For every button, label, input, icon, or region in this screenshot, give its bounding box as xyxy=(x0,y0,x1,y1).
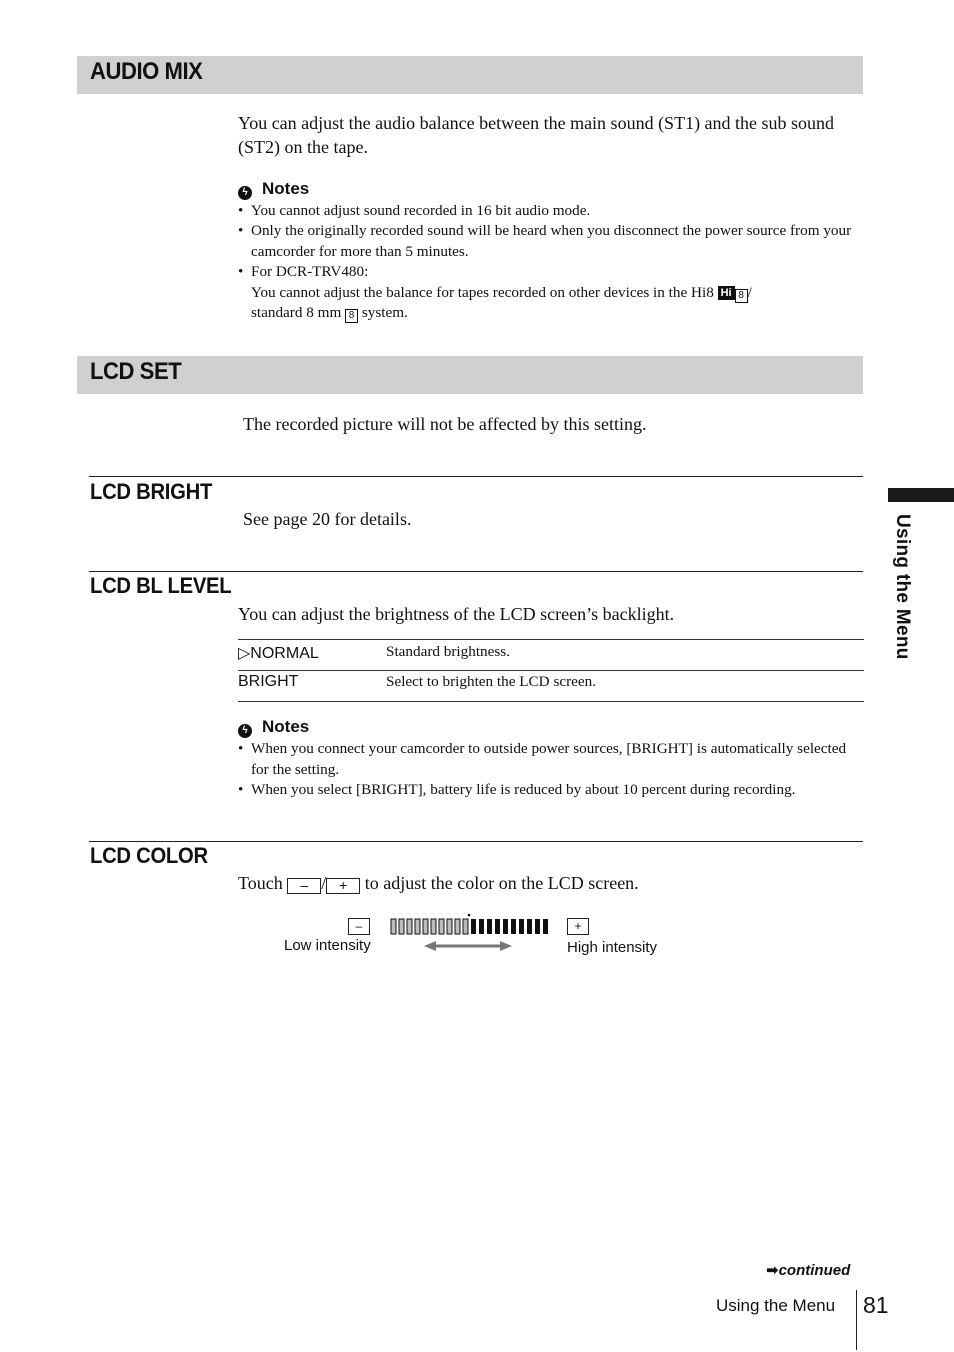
lcd-bl-level-divider xyxy=(89,571,863,572)
touch-suffix: to adjust the color on the LCD screen. xyxy=(364,873,639,893)
lcd-set-title: LCD SET xyxy=(90,358,182,385)
level-segment xyxy=(407,919,412,934)
level-segment xyxy=(399,919,404,934)
hi8-logo-icon: Hi xyxy=(718,286,735,300)
minus-button-icon: – xyxy=(287,878,321,894)
side-tab-marker xyxy=(888,488,954,502)
note-text: When you connect your camcorder to outside power sources, [BRIGHT] is automatically selected for the setting. xyxy=(251,740,847,778)
level-segment xyxy=(511,919,516,934)
lcd-bl-level-notes-heading xyxy=(238,717,309,738)
note-text: You cannot adjust sound recorded in 16 bit audio mode. xyxy=(251,202,591,219)
audio-mix-note-3: • For DCR-TRV480: You cannot adjust the balance for tapes recorded on other devices in the Hi8 Hi 8 / standard 8 mm 8 system. xyxy=(238,262,864,324)
level-segment xyxy=(471,919,476,934)
option-bright-name: BRIGHT xyxy=(238,673,299,690)
footer-section-name: Using the Menu xyxy=(716,1296,836,1315)
lcd-bl-level-note-2: • When you select [BRIGHT], battery life is reduced by about 10 percent during recording. xyxy=(238,780,868,801)
level-segment xyxy=(487,919,492,934)
color-level-bar xyxy=(388,912,552,952)
level-segment xyxy=(423,919,428,934)
audio-mix-notes-heading xyxy=(238,179,309,200)
level-segment xyxy=(391,919,396,934)
lcd-bl-level-title: LCD BL LEVEL xyxy=(90,573,232,598)
notes-heading-text: Notes xyxy=(262,179,310,198)
left-arrow-icon xyxy=(424,941,436,951)
level-segment xyxy=(447,919,452,934)
level-segment xyxy=(535,919,540,934)
note-3-line-3 xyxy=(251,303,864,324)
notes-heading-text: Notes xyxy=(262,717,310,736)
note-3-line-2-text: You cannot adjust the balance for tapes recorded on other devices in the Hi8 xyxy=(251,283,714,301)
lcd-color-title: LCD COLOR xyxy=(90,843,208,868)
level-segment xyxy=(455,919,460,934)
level-segment xyxy=(519,919,524,934)
notes-icon: ϟ xyxy=(238,724,252,738)
option-table-bottom-line xyxy=(238,701,864,702)
note-text: Only the originally recorded sound will be heard when you disconnect the power source from your camcorder for more than 5 minutes. xyxy=(251,222,852,260)
audio-mix-note-2: • Only the originally recorded sound will be heard when you disconnect the power source from your camcorder for more than 5 minutes. xyxy=(238,221,864,262)
level-segment xyxy=(543,919,548,934)
page-number: 81 xyxy=(863,1292,889,1318)
touch-prefix: Touch xyxy=(238,873,283,893)
option-normal-name: ▷NORMAL xyxy=(238,645,319,662)
level-segment xyxy=(463,919,468,934)
notes-icon: ϟ xyxy=(238,186,252,200)
low-intensity-label: Low intensity xyxy=(284,937,371,954)
note-3-line-3-end: system. xyxy=(361,304,408,321)
level-segment xyxy=(527,919,532,934)
audio-mix-header-band xyxy=(77,56,863,94)
slash: / xyxy=(321,873,327,893)
lcd-color-instruction xyxy=(238,871,864,895)
level-segment xyxy=(415,919,420,934)
continued-note xyxy=(766,1261,850,1279)
lcd-set-body: The recorded picture will not be affected by this setting. xyxy=(243,414,647,434)
level-segment xyxy=(503,919,508,934)
audio-mix-body: You can adjust the audio balance between the main sound (ST1) and the sub sound (ST2) on the tape. xyxy=(238,113,835,157)
minus-key-icon: – xyxy=(348,918,370,935)
lcd-bl-level-body: You can adjust the brightness of the LCD screen’s backlight. xyxy=(238,604,675,624)
right-arrow-icon xyxy=(500,941,512,951)
lcd-bl-level-note-1: • When you connect your camcorder to outside power sources, [BRIGHT] is automatically selected for the setting. xyxy=(238,739,864,780)
center-marker-icon xyxy=(468,914,471,917)
lcd-bright-divider xyxy=(89,476,863,477)
high-intensity-label: High intensity xyxy=(567,939,658,956)
lcd-bright-body: See page 20 for details. xyxy=(243,509,412,529)
note-3-line-3-text: standard 8 mm xyxy=(251,304,342,321)
side-tab-label: Using the Menu xyxy=(892,514,913,660)
note-3-line-2: You cannot adjust the balance for tapes recorded on other devices in the Hi8 Hi 8 / xyxy=(251,283,752,301)
audio-mix-title: AUDIO MIX xyxy=(90,58,203,85)
audio-mix-note-1: • You cannot adjust sound recorded in 16 bit audio mode. xyxy=(238,201,864,222)
option-table-top-line xyxy=(238,639,864,640)
note-text: When you select [BRIGHT], battery life is reduced by about 10 percent during recording. xyxy=(251,781,796,798)
option-table-mid-line xyxy=(238,670,864,671)
eight-mm-logo-icon: 8 xyxy=(735,289,748,303)
plus-button-icon: + xyxy=(326,878,360,894)
level-segment xyxy=(495,919,500,934)
level-segment xyxy=(431,919,436,934)
level-segment xyxy=(479,919,484,934)
plus-key-icon: + xyxy=(567,918,589,935)
continued-text: continued xyxy=(778,1262,851,1279)
footer-divider xyxy=(856,1290,857,1350)
lcd-color-divider xyxy=(89,841,863,842)
level-segment xyxy=(439,919,444,934)
option-bright-desc: Select to brighten the LCD screen. xyxy=(386,673,597,690)
standard-8mm-logo-icon: 8 xyxy=(345,309,358,323)
option-normal-desc: Standard brightness. xyxy=(386,643,511,660)
lcd-bright-title: LCD BRIGHT xyxy=(90,479,213,504)
continued-arrow-icon: ➡ xyxy=(766,1262,779,1279)
lcd-set-header-band xyxy=(77,356,863,394)
note-text: For DCR-TRV480: xyxy=(251,263,369,280)
